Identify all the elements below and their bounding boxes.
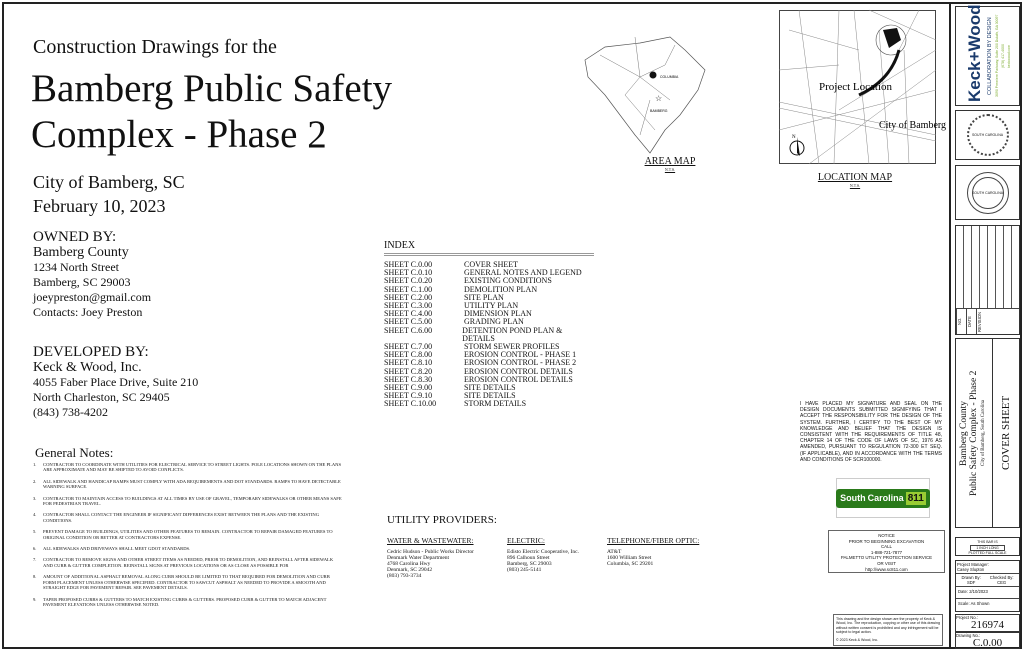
provider-line: 896 Calhoun Street — [507, 555, 550, 561]
copyright-year: © 2023 Keck & Wood, Inc. — [836, 637, 879, 642]
sheet-number: SHEET C.0.10 — [384, 268, 433, 278]
area-map-title — [630, 156, 710, 172]
provider-line: (803) 793-3734 — [387, 573, 422, 579]
notice-line: http://www.sc811.com — [865, 566, 908, 572]
logo-text-carolina: Carolina — [867, 493, 904, 503]
notice-line: 1-888-721-7877 — [870, 549, 903, 555]
date-label: Date: — [958, 589, 969, 594]
utility-water — [387, 536, 474, 579]
sheet-number: SHEET C.8.00 — [384, 350, 433, 360]
date: February 10, 2023 — [33, 196, 166, 216]
firm-web: keckwood.com — [1006, 44, 1011, 68]
provider-line: Denmark Water Department — [387, 555, 450, 561]
location-map-title — [800, 172, 910, 188]
general-notes-list — [33, 462, 343, 613]
provider-type: WATER & WASTEWATER: — [387, 536, 474, 545]
location-map-scale: N.T.S. — [849, 183, 861, 188]
note-number: 9. — [33, 596, 37, 602]
note-number: 4. — [33, 512, 37, 518]
note-text: ALL SIDEWALK AND HANDICAP RAMPS MUST COMPLY WITH ADA REQUIREMENTS AND DOT STANDARDS. RAMPS TO HAVE DETECTABLE WARNING SURFACE. — [43, 478, 341, 490]
sheet-title: STORM DETAILS — [464, 399, 527, 409]
sheet-title: EROSION CONTROL - PHASE 2 — [464, 358, 577, 368]
note-number: 2. — [33, 478, 37, 484]
provider-line: Denmark, SC 29042 — [387, 567, 433, 573]
engineer-seal-box — [955, 110, 1020, 160]
project-no-label: Project No.: — [956, 615, 978, 620]
notice-line: PALMETTO UTILITY PROTECTION SERVICE — [840, 555, 933, 561]
rev-col-date: DATE — [966, 309, 976, 334]
date-value: 2/10/2023 — [969, 589, 988, 594]
sheet-title: DIMENSION PLAN — [464, 309, 532, 319]
sheet-title: SITE DETAILS — [464, 383, 516, 393]
owner-block — [33, 230, 151, 320]
sheet-title: DEMOLITION PLAN — [464, 284, 538, 294]
general-note — [33, 512, 343, 523]
firm-address: 3090 Premiere Parkway, Suite 200 Duluth, GA 30097 — [994, 14, 999, 98]
engineer-seal: SOUTH CAROLINA — [967, 114, 1009, 156]
columbia-marker — [650, 72, 657, 79]
sheet-number: SHEET C.6.00 — [384, 325, 433, 335]
notice-line: OR VISIT — [877, 560, 896, 566]
area-map-title-text: AREA MAP — [644, 156, 696, 167]
city-date — [33, 170, 185, 218]
provider-type: ELECTRIC: — [507, 536, 545, 545]
pm-label: Project Manager: — [957, 562, 989, 567]
title-line-1: Bamberg Public Safety — [31, 67, 393, 110]
index-heading: INDEX — [384, 240, 594, 256]
revision-header-row — [956, 308, 1019, 334]
subtitle: Construction Drawings for the — [33, 36, 277, 58]
general-note — [33, 496, 343, 507]
provider-line: Columbia, SC 29201 — [607, 561, 654, 567]
sheet-title: UTILITY PLAN — [464, 301, 519, 311]
excavation-notice — [828, 530, 945, 573]
one-inch-bar: 1 INCH LONG — [970, 545, 1005, 552]
project-owner: Bamberg County — [959, 400, 969, 466]
sheet-number: SHEET C.9.00 — [384, 383, 433, 393]
developer-city: North Charleston, SC 29405 — [33, 390, 170, 404]
rev-col-revision: REVISION — [976, 309, 986, 334]
provider-line: Bamberg, SC 29003 — [507, 561, 552, 567]
sheet-number: SHEET C.10.00 — [384, 399, 437, 409]
note-text: AMOUNT OF ADDITIONAL ASPHALT REMOVAL ALONG CURB SHOULD BE LIMITED TO THAT REQUIRED FOR DEMOLITION AND CURB FORM PLACEMENT UNLESS OTHERWISE SPECIFIED. CONTRACTOR TO SAWCUT ASPHALT AS NEEDED TO PROVIDE A SMOOTH AND STRAIGHT EDGE FOR PAVEMENT REPAIR. SEE PAVEMENT DETAILS. — [43, 574, 330, 591]
project-location-label: Project Location — [819, 81, 893, 93]
project-title — [31, 66, 392, 158]
authorization-seal: SOUTH CAROLINA — [967, 172, 1009, 214]
provider-line: 1600 William Street — [607, 555, 652, 561]
note-number: 1. — [33, 462, 37, 467]
developer-phone: (843) 738-4202 — [33, 405, 108, 419]
sheet-number: SHEET C.2.00 — [384, 292, 433, 302]
general-note — [33, 529, 343, 540]
sheet-number: SHEET C.8.10 — [384, 358, 433, 368]
sheet-number: SHEET C.3.00 — [384, 301, 433, 311]
sheet-number: SHEET C.9.10 — [384, 391, 433, 401]
bar-line-1: THIS BAR IS — [977, 540, 998, 544]
logo-text-south: South — [840, 493, 866, 503]
columbia-label: COLUMBIA — [660, 75, 679, 79]
owner-email: joeypreston@gmail.com — [33, 290, 152, 304]
note-number: 7. — [33, 557, 37, 563]
owner-address: 1234 North Street — [33, 260, 119, 274]
project-name: Public Safety Complex - Phase 2 — [969, 370, 979, 496]
scale-label: Scale: — [958, 601, 970, 606]
notice-line: CALL — [881, 544, 892, 550]
general-note — [33, 546, 343, 551]
provider-line: 4768 Carolina Hwy — [387, 561, 431, 567]
sheet-title: SITE DETAILS — [464, 391, 516, 401]
provider-line: Cedric Hudson - Public Works Director — [387, 549, 474, 555]
firm-logo-box — [955, 6, 1020, 106]
firm-phone: (678) 417-4000 — [1000, 44, 1005, 68]
sheet-number: SHEET C.0.00 — [384, 260, 433, 269]
sheet-title: COVER SHEET — [1000, 395, 1012, 471]
project-location: City of Bamberg, South Carolina — [981, 399, 986, 467]
firm-logo: Keck+Wood — [964, 4, 984, 102]
sc811-logo[interactable] — [836, 478, 930, 518]
drawn-label: Drawn By: — [961, 575, 981, 580]
developer-heading: DEVELOPED BY: — [33, 344, 149, 360]
owner-contacts: Contacts: Joey Preston — [33, 305, 143, 319]
general-note — [33, 597, 343, 608]
drawing-number-box — [955, 632, 1020, 649]
sheet-number: SHEET C.5.00 — [384, 317, 433, 327]
utility-heading: UTILITY PROVIDERS: — [387, 514, 497, 526]
sheet-title: SITE PLAN — [464, 292, 504, 302]
note-text: CONTRACTOR TO REMOVE SIGNS AND OTHER STREET ITEMS AS NEEDED, PRIOR TO DEMOLITION, AND REINSTALL AFTER SIDEWALK AND CURB & GUTTER COMPLETION. REINSTALL SIGNS AT PREVIOUS LOCATIONS OR AS CLOSE AS POSSIBLE FOR — [43, 557, 334, 568]
scale-value: As Shown — [970, 601, 990, 606]
sheet-index — [384, 240, 594, 409]
engineer-certification: I HAVE PLACED MY SIGNATURE AND SEAL ON THE DESIGN DOCUMENTS SUBMITTED SIGNIFYING THAT I ACCEPT THE RESPONSIBILITY FOR THE DESIGN OF THE SYSTEM. FURTHER, I CERTIFY TO THE BEST OF MY KNOWLEDGE AND BELIEF THAT THE DESIGN IS CONSISTENT WITH THE REQUIREMENTS OF TITLE 48, CHAPTER 14 OF THE CODE OF LAWS OF SC, 1976 AS AMENDED, PURSUANT TO REGULATION 72-300 ET SEQ. (IF APPLICABLE), AND IN ACCORDANCE WITH THE TERMS AND CONDITIONS OF SCR100000. — [800, 401, 942, 463]
sheet-number: SHEET C.7.00 — [384, 342, 433, 352]
developer-address: 4055 Faber Place Drive, Suite 210 — [33, 375, 199, 389]
bar-line-3: PLOTTED FULL SCALE — [968, 551, 1007, 555]
city: City of Bamberg, SC — [33, 172, 185, 192]
note-number: 3. — [33, 495, 37, 501]
owner-city: Bamberg, SC 29003 — [33, 275, 131, 289]
provider-line: AT&T — [607, 549, 622, 555]
provider-type: TELEPHONE/FIBER OPTIC: — [607, 536, 700, 545]
general-note — [33, 574, 343, 590]
copyright-box — [833, 614, 943, 646]
drawn-value: SDF — [966, 580, 976, 585]
sheet-number: SHEET C.8.20 — [384, 366, 433, 376]
sheet-title: EXISTING CONDITIONS — [464, 276, 552, 286]
copyright-text: This drawing and the design shown are the property of Keck & Wood, Inc. The reproduction, copying or other use of this drawing without written consent is prohibited and any infringement will be subject to legal action. — [836, 617, 940, 635]
sheet-number: SHEET C.1.00 — [384, 284, 433, 294]
note-text: PREVENT DAMAGE TO BUILDINGS, UTILITIES AND OTHER FEATURES TO REMAIN. CONTRACTOR TO REPAIR DAMAGED FEATURES TO ORIGINAL CONDITION OR BETTER AT CONTRACTORS EXPENSE. — [43, 529, 333, 540]
note-text: TAPER PROPOSED CURBS & GUTTERS TO MATCH EXISTING CURBS & GUTTERS. PROPOSED CURB & GUTTER TO MATCH ADJACENT PAVEMENT ELEVATIONS UNLESS OTHERWISE NOTED. — [43, 596, 327, 607]
notice-line: NOTICE — [878, 533, 895, 538]
sheet-number: SHEET C.4.00 — [384, 309, 433, 319]
bamberg-star-icon: ☆ — [655, 94, 663, 103]
sheet-title: EROSION CONTROL - PHASE 1 — [464, 350, 577, 360]
note-text: CONTRACTOR TO MAINTAIN ACCESS TO BUILDINGS AT ALL TIMES BY USE OF GRAVEL, TEMPORARY SIDEWALKS OR OTHER MEANS SAFE FOR PEDESTRIAN TRAVEL. — [43, 495, 342, 507]
project-name-block — [956, 339, 993, 527]
location-map — [779, 10, 947, 164]
developer-block — [33, 345, 198, 420]
sheet-title: GRADING PLAN — [464, 317, 524, 327]
sheet-title: DETENTION POND PLAN & DETAILS — [462, 325, 563, 343]
checked-label: Checked By: — [989, 575, 1014, 580]
note-number: 5. — [33, 529, 37, 535]
city-of-bamberg-label: City of Bamberg — [879, 120, 947, 131]
general-note — [33, 557, 343, 568]
logo-811: 811 — [907, 492, 924, 504]
owner-name: Bamberg County — [33, 245, 129, 260]
bamberg-label: BAMBERG — [650, 109, 668, 113]
notice-line: PRIOR TO BEGINNING EXCAVATION — [848, 538, 925, 544]
drawing-no-label: Drawing No.: — [956, 633, 981, 638]
area-map — [580, 15, 705, 150]
utility-electric — [507, 536, 579, 573]
scale-bar-box — [955, 537, 1020, 556]
sheet-number: SHEET C.0.20 — [384, 276, 433, 286]
note-number: 8. — [33, 574, 37, 580]
sheet-number: SHEET C.8.30 — [384, 374, 433, 384]
index-row — [384, 327, 594, 343]
note-text: CONTRACTOR TO COORDINATE WITH UTILITIES FOR ELECTRICAL SERVICE TO STREET LIGHTS. POLE LOCATIONS SHOWN ON THE PLANS ARE APPROXIMATE AND MAY BE SHIFTED TO AVOID CONFLICTS. — [43, 462, 342, 473]
drawing-no-value: C.0.00 — [972, 637, 1003, 649]
general-note — [33, 462, 343, 473]
north-label: N — [792, 135, 796, 140]
sheet-title: EROSION CONTROL DETAILS — [464, 366, 573, 376]
sheet-title: STORM SEWER PROFILES — [464, 342, 560, 352]
developer-name: Keck & Wood, Inc. — [33, 360, 142, 375]
utility-telephone — [607, 536, 699, 567]
project-number-box — [955, 614, 1020, 632]
sheet-title: EROSION CONTROL DETAILS — [464, 374, 573, 384]
general-notes-heading: General Notes: — [35, 445, 114, 460]
title-line-2: Complex - Phase 2 — [31, 113, 327, 156]
owner-heading: OWNED BY: — [33, 229, 117, 245]
provider-line: (803) 245-5141 — [507, 567, 542, 573]
sheet-title: COVER SHEET — [464, 260, 518, 269]
checked-value: CEG — [997, 580, 1007, 585]
location-map-title-text: LOCATION MAP — [817, 172, 893, 183]
pm-value: Casey Slupton — [957, 567, 985, 572]
firm-tagline: COLLABORATION BY DESIGN — [986, 17, 993, 95]
provider-line: Edisto Electric Cooperative, Inc. — [507, 549, 579, 555]
area-map-scale: N.T.S. — [664, 167, 676, 172]
note-text: ALL SIDEWALKS AND DRIVEWAYS SHALL MEET GDOT STANDARDS. — [43, 546, 191, 552]
note-text: CONTRACTOR SHALL CONTACT THE ENGINEER IF SIGNIFICANT DIFFERENCES EXIST BETWEEN THE PLANS AND THE EXISTING CONDITIONS. — [43, 512, 320, 523]
rev-col-no: NO. — [956, 309, 966, 334]
project-title-box — [955, 338, 1020, 528]
revision-table — [955, 225, 1020, 335]
general-note — [33, 479, 343, 490]
authorization-seal-box — [955, 165, 1020, 220]
index-row — [384, 400, 594, 408]
sheet-title: GENERAL NOTES AND LEGEND — [464, 268, 582, 278]
project-no-value: 216974 — [971, 619, 1004, 631]
note-number: 6. — [33, 546, 37, 552]
project-info-box — [955, 560, 1020, 612]
